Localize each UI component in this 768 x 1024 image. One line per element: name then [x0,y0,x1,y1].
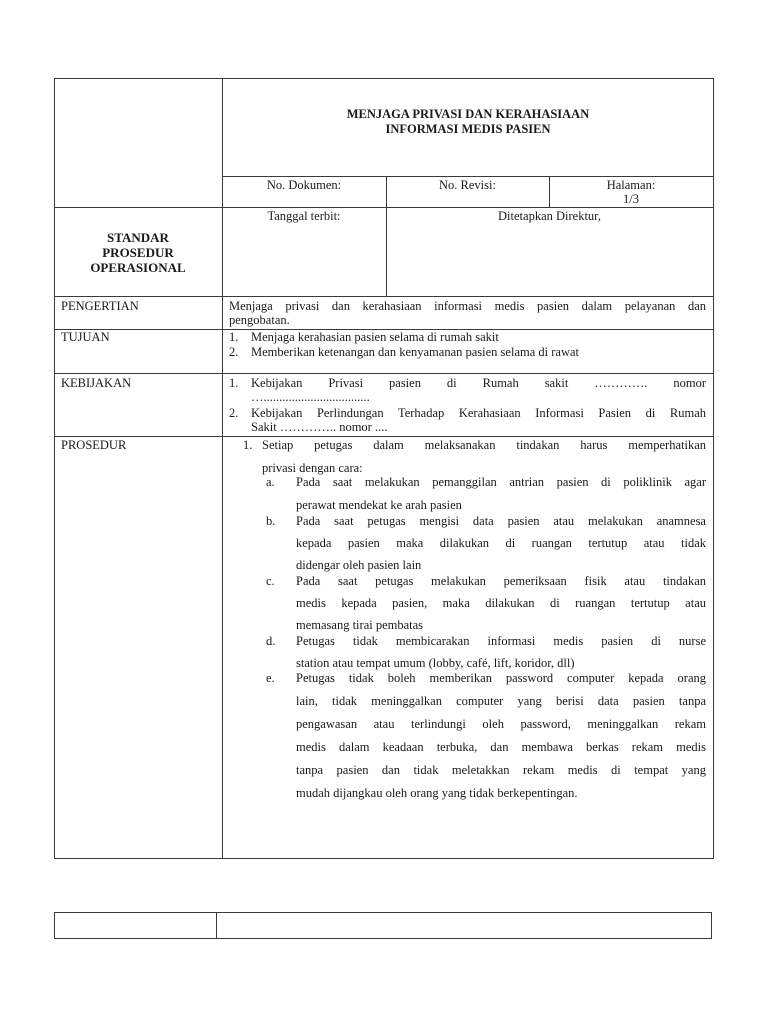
halaman-label: Halaman: [606,178,656,192]
sop-title-line1: STANDAR [107,230,169,245]
prosedur-step1-line2: privasi dengan cara: [262,461,363,475]
halaman-value: 1/3 [623,192,639,206]
kebijakan-item2-line1: Kebijakan Perlindungan Terhadap Kerahasiaan Informasi Pasien di Rumah [251,406,706,420]
prosedur-step1-number: 1. [243,438,253,452]
prosedur-item-a-letter: a. [266,475,275,489]
prosedur-item-c-line1: Pada saat petugas melakukan pemeriksaan fisik atau tindakan [296,574,706,588]
row-divider-prosedur [54,436,714,437]
prosedur-item-b-line2: kepada pasien maka dilakukan di ruangan tertutup atau tidak [296,536,706,550]
pengertian-label: PENGERTIAN [61,299,139,313]
kebijakan-item1-line2: ….................................. [251,390,370,404]
table-border-left [54,78,55,859]
footer-table-divider [216,912,217,939]
prosedur-item-c-line2: medis kepada pasien, maka dilakukan di ruangan tertutup atau [296,596,706,610]
document-title-line2: INFORMASI MEDIS PASIEN [385,122,551,136]
prosedur-item-b-line3: didengar oleh pasien lain [296,558,422,572]
tujuan-item2-text: Memberikan ketenangan dan kenyamanan pasien selama di rawat [251,345,579,359]
kebijakan-item2-number: 2. [229,406,239,420]
footer-table-top [54,912,712,913]
row-divider-pengertian [54,296,714,297]
document-title-line1: MENJAGA PRIVASI DAN KERAHASIAAN [346,107,590,121]
prosedur-item-a-line2: perawat mendekat ke arah pasien [296,498,462,512]
column-divider [222,78,223,859]
prosedur-item-e-line1: Petugas tidak boleh memberikan password computer kepada orang [296,671,706,685]
row-divider-sop [54,207,714,208]
tujuan-label: TUJUAN [61,330,110,344]
pengertian-text-line2: pengobatan. [229,313,290,327]
kebijakan-item1-number: 1. [229,376,239,390]
table-border-right [713,78,714,859]
no-dokumen-label: No. Dokumen: [266,178,342,192]
tujuan-item2-number: 2. [229,345,239,359]
pengertian-text-line1: Menjaga privasi dan kerahasiaan informasi medis pasien dalam pelayanan dan [229,299,706,313]
prosedur-item-e-line6: mudah dijangkau oleh orang yang tidak berkepentingan. [296,786,578,800]
footer-table-bottom [54,938,712,939]
tujuan-item1-number: 1. [229,330,239,344]
kebijakan-item1-line1: Kebijakan Privasi pasien di Rumah sakit …………. nomor [251,376,706,390]
kebijakan-item2-line2: Sakit ………….. nomor .... [251,420,388,434]
footer-table-right [711,912,712,939]
prosedur-item-e-line4: medis dalam keadaan terbuka, dan membawa berkas rekam medis [296,740,706,754]
prosedur-item-e-line2: lain, tidak meninggalkan computer yang berisi data pasien tanpa [296,694,706,708]
no-revisi-label: No. Revisi: [439,178,496,192]
prosedur-item-b-letter: b. [266,514,276,528]
row-divider-kebijakan [54,373,714,374]
footer-table-left [54,912,55,939]
prosedur-item-e-letter: e. [266,671,275,685]
kebijakan-label: KEBIJAKAN [61,376,132,390]
cell-divider-revisi [386,176,387,296]
prosedur-label: PROSEDUR [61,438,127,452]
prosedur-item-d-line1: Petugas tidak membicarakan informasi medis pasien di nurse [296,634,706,648]
prosedur-item-b-line1: Pada saat petugas mengisi data pasien atau melakukan anamnesa [296,514,706,528]
tanggal-terbit-label: Tanggal terbit: [267,209,341,223]
prosedur-item-d-line2: station atau tempat umum (lobby, café, lift, koridor, dll) [296,656,575,670]
sop-title-line2: PROSEDUR [102,245,174,260]
prosedur-item-e-line3: pengawasan atau terlindungi oleh password, meninggalkan rekam [296,717,706,731]
prosedur-item-c-letter: c. [266,574,275,588]
ditetapkan-direktur-label: Ditetapkan Direktur, [498,209,601,223]
prosedur-item-a-line1: Pada saat melakukan pemanggilan antrian pasien di poliklinik agar [296,475,706,489]
prosedur-item-c-line3: memasang tirai pembatas [296,618,424,632]
prosedur-item-d-letter: d. [266,634,276,648]
row-divider-doc-info [222,176,714,177]
table-border-top [54,78,714,79]
prosedur-item-e-line5: tanpa pasien dan tidak meletakkan rekam medis di tempat yang [296,763,706,777]
tujuan-item1-text: Menjaga kerahasian pasien selama di rumah sakit [251,330,499,344]
table-border-bottom [54,858,714,859]
sop-title-line3: OPERASIONAL [90,260,186,275]
prosedur-step1-line1: Setiap petugas dalam melaksanakan tindakan harus memperhatikan [262,438,706,452]
